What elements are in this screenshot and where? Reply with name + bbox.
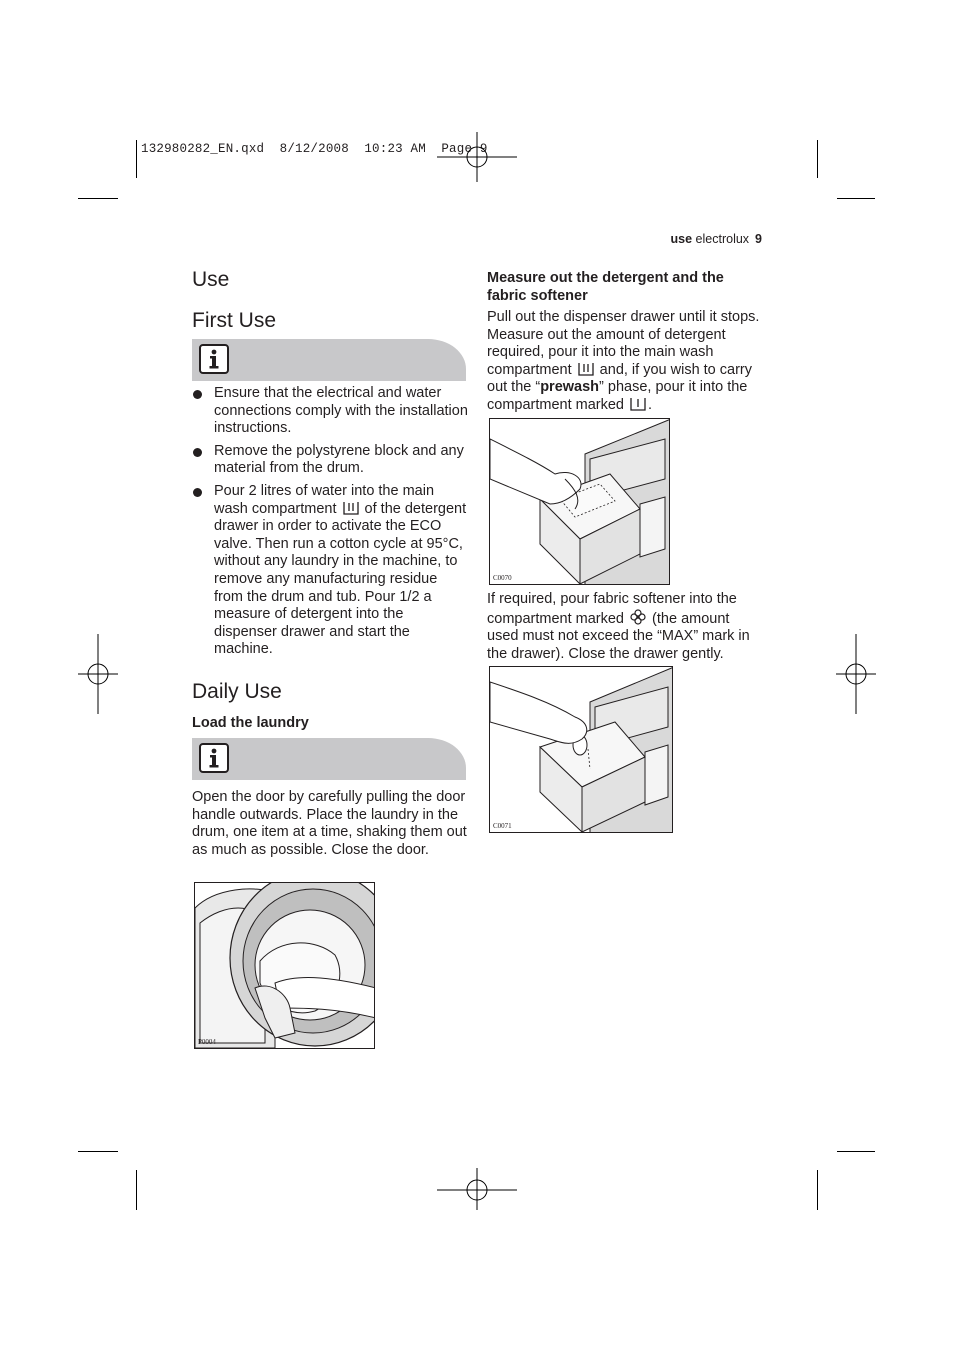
registration-mark-left xyxy=(78,634,118,714)
figure-detergent-drawer xyxy=(489,418,670,585)
list-item: Ensure that the electrical and water connections comply with the installation instructions. xyxy=(192,385,468,438)
fabric-softener-drawer-illustration xyxy=(490,667,673,833)
info-icon xyxy=(199,743,229,773)
list-item: Pour 2 litres of water into the main wash compartment of the detergent drawer in order to activate the ECO valve. Then run a cotton cycle at 95°C, without any laundry in the machine, to remove any manufacturing residue from the drum and tub. Pour 1/2 a measure of detergent into the dispenser drawer and start the machine. xyxy=(192,483,468,659)
subheading-measure-detergent: Measure out the detergent and the fabric softener xyxy=(487,270,724,304)
running-head-section: use xyxy=(670,232,693,246)
subheading-load-laundry: Load the laundry xyxy=(192,715,309,731)
detergent-drawer-illustration xyxy=(490,419,670,585)
registration-mark-top xyxy=(437,132,517,192)
load-laundry-text: Open the door by carefully pulling the door handle outwards. Place the laundry in the drum, one item at a time, shaking them out as much as possible. Close the door. xyxy=(192,789,467,858)
figure-fabric-softener-drawer xyxy=(489,666,673,833)
info-bar-first-use xyxy=(192,339,466,381)
main-wash-compartment-icon xyxy=(343,501,359,515)
info-bar-daily-use xyxy=(192,738,466,780)
prewash-compartment-icon xyxy=(630,397,646,411)
figure-code: P0004 xyxy=(198,1038,216,1046)
registration-mark-right xyxy=(836,634,876,714)
page-number: 9 xyxy=(755,232,762,246)
first-use-bullets xyxy=(192,385,468,664)
measure-detergent-text: Pull out the dispenser drawer until it stops. Measure out the amount of detergent required, pour it into the main wash compartment and, if you wish to carry out the “prewash” phase, pour it into the compartment marked . xyxy=(487,309,760,413)
printer-slug: 132980282_EN.qxd 8/12/2008 10:23 AM Page 9 xyxy=(141,142,488,156)
fabric-softener-flower-icon xyxy=(630,609,646,625)
figure-loading-laundry xyxy=(194,882,375,1049)
fabric-softener-text: If required, pour fabric softener into the compartment marked (the amount used must not exceed the “MAX” mark in the drawer). Close the drawer gently. xyxy=(487,591,750,662)
registration-mark-bottom xyxy=(437,1168,517,1214)
list-item: Remove the polystyrene block and any material from the drum. xyxy=(192,443,468,478)
running-head-brand: electrolux xyxy=(695,232,750,246)
running-head xyxy=(671,232,762,246)
heading-use: Use xyxy=(192,268,230,291)
heading-first-use: First Use xyxy=(192,309,276,332)
heading-daily-use: Daily Use xyxy=(192,680,282,703)
figure-code: C0070 xyxy=(493,574,512,582)
main-wash-compartment-icon xyxy=(578,362,594,376)
info-icon xyxy=(199,344,229,374)
laundry-drum-illustration xyxy=(195,883,375,1049)
figure-code: C0071 xyxy=(493,822,512,830)
